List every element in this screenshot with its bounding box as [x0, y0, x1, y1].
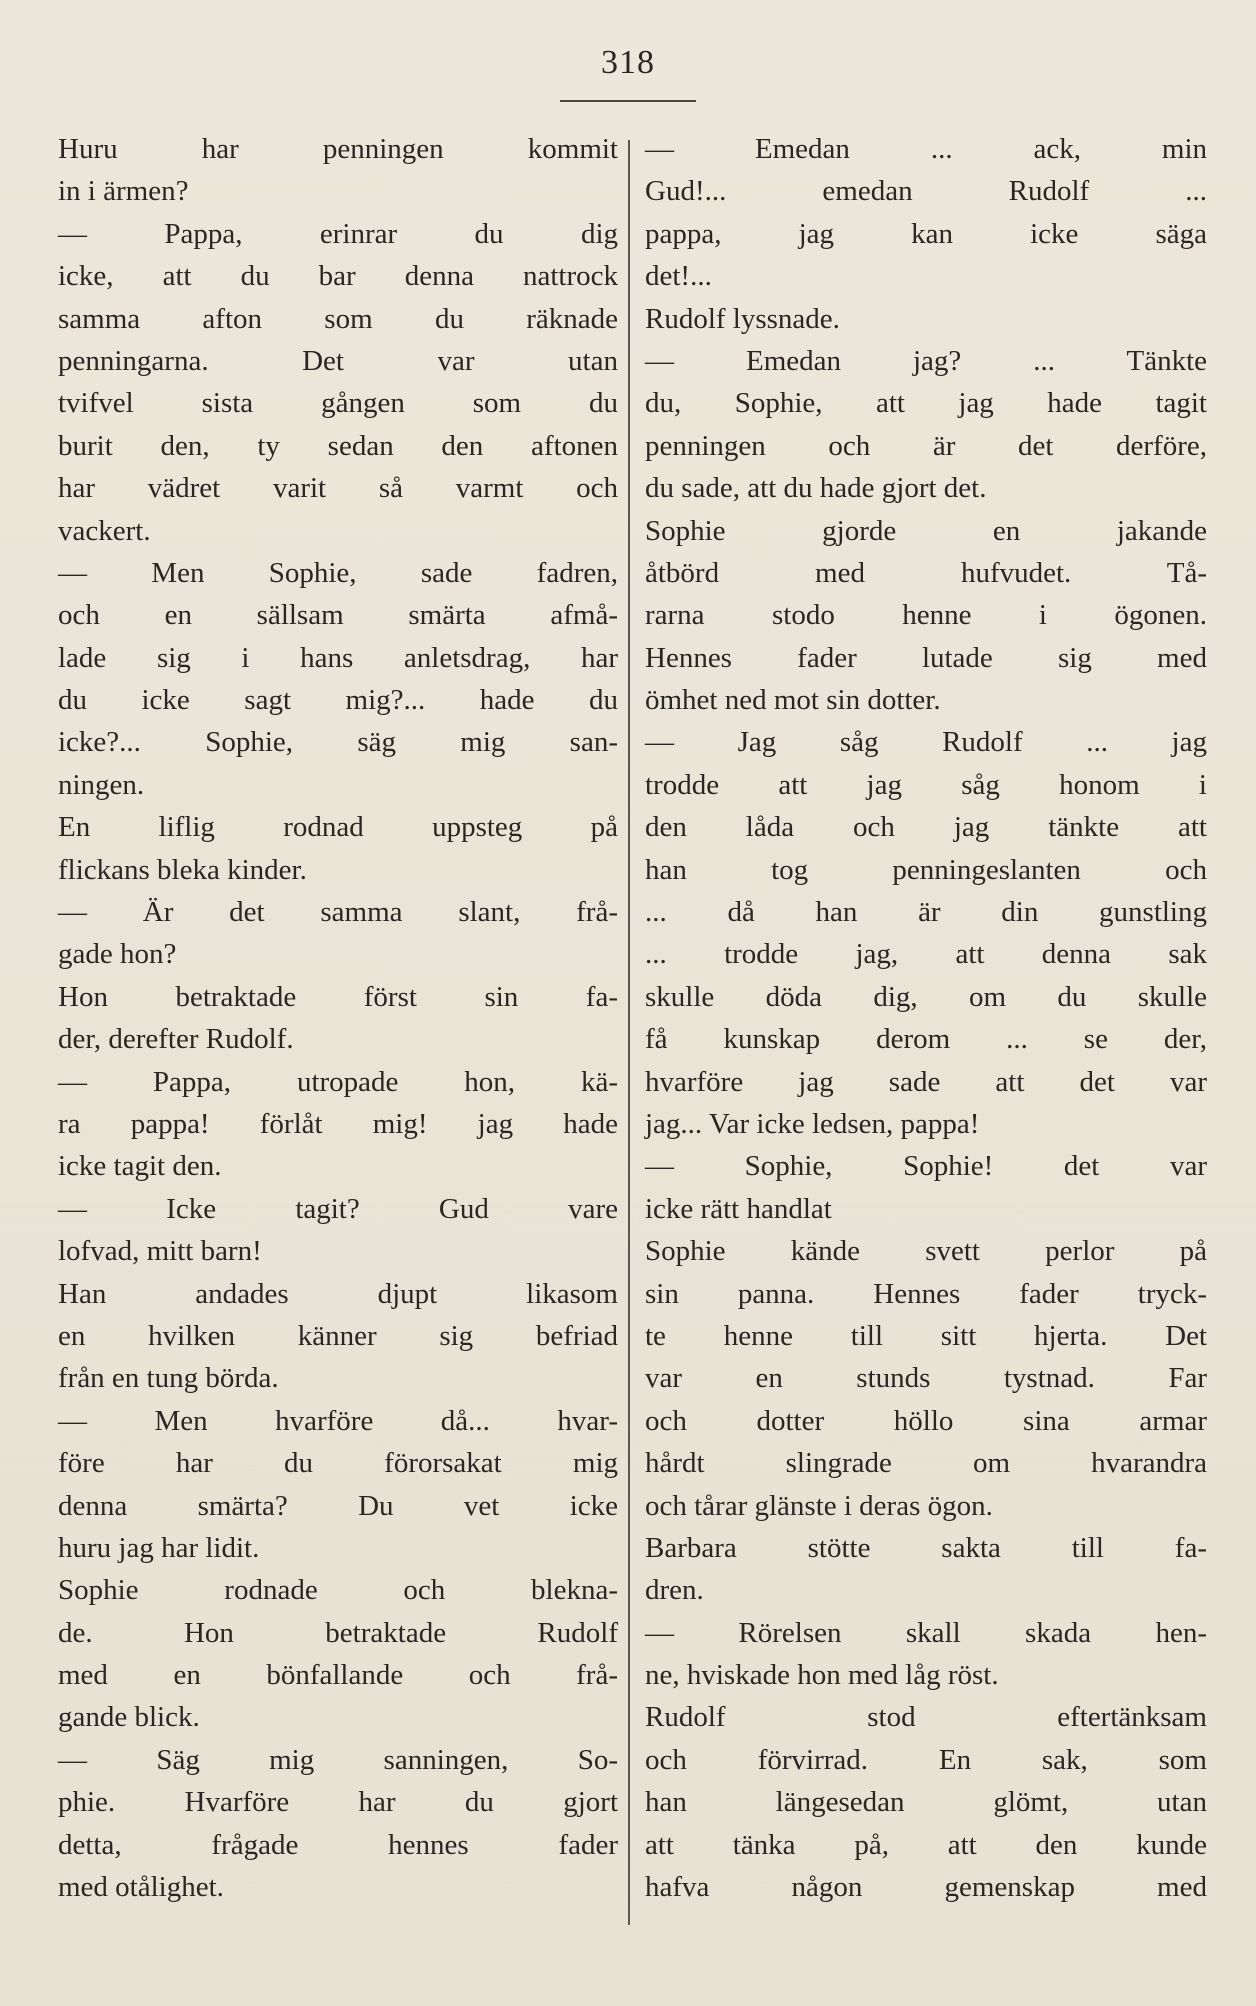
text-line: denna smärta? Du vet icke [58, 1489, 618, 1522]
text-line: icke?... Sophie, säg mig san- [58, 726, 618, 759]
text-line: icke tagit den. [58, 1150, 222, 1183]
text-line: Sophie kände svett perlor på [645, 1235, 1207, 1268]
text-line: har vädret varit så varmt och [58, 472, 618, 505]
text-line: tvifvel sista gången som du [58, 387, 618, 420]
text-line: ömhet ned mot sin dotter. [645, 684, 941, 717]
text-line: skulle döda dig, om du skulle [645, 980, 1207, 1013]
text-line: — Jag såg Rudolf ... jag [645, 726, 1207, 759]
text-line: Huru har penningen kommit [58, 133, 618, 165]
text-line: icke rätt handlat [645, 1192, 832, 1225]
text-line: ... trodde jag, att denna sak [645, 938, 1207, 971]
text-line: en hvilken känner sig befriad [58, 1319, 618, 1352]
text-line: du, Sophie, att jag hade tagit [645, 387, 1207, 420]
text-line: — Sophie, Sophie! det var [645, 1150, 1207, 1183]
right-text-column [645, 128, 1207, 1908]
left-text-column [58, 128, 618, 1908]
text-line: — Emedan ... ack, min [645, 133, 1207, 165]
text-line: Rudolf stod eftertänksam [645, 1701, 1207, 1734]
text-line: — Pappa, utropade hon, kä- [58, 1065, 618, 1098]
text-line: penningen och är det derföre, [645, 429, 1207, 462]
text-line: trodde att jag såg honom i [645, 768, 1207, 801]
text-line: in i ärmen? [58, 175, 189, 208]
text-line: den låda och jag tänkte att [645, 811, 1207, 844]
text-line: Sophie gjorde en jakande [645, 514, 1207, 547]
text-line: Han andades djupt likasom [58, 1277, 618, 1310]
text-line: — Är det samma slant, frå- [58, 896, 618, 929]
text-line: ningen. [58, 768, 145, 801]
text-line: hvarföre jag sade att det var [645, 1065, 1207, 1098]
text-line: och förvirrad. En sak, som [645, 1743, 1207, 1776]
text-line: åtbörd med hufvudet. Tå- [645, 556, 1207, 589]
text-line: detta, frågade hennes fader [58, 1828, 618, 1861]
text-line: de. Hon betraktade Rudolf [58, 1616, 618, 1649]
text-line: icke, att du bar denna nattrock [58, 260, 618, 293]
text-line: — Icke tagit? Gud vare [58, 1192, 618, 1225]
text-line: — Men hvarföre då... hvar- [58, 1404, 618, 1437]
text-line: phie. Hvarföre har du gjort [58, 1786, 618, 1819]
text-line: pappa, jag kan icke säga [645, 217, 1207, 250]
text-line: penningarna. Det var utan [58, 344, 618, 377]
text-line: Barbara stötte sakta till fa- [645, 1531, 1207, 1564]
text-line: och en sällsam smärta afmå- [58, 599, 618, 632]
text-line: Sophie rodnade och blekna- [58, 1574, 618, 1607]
text-line: samma afton som du räknade [58, 302, 618, 335]
text-line: — Emedan jag? ... Tänkte [645, 344, 1207, 377]
text-line: gade hon? [58, 938, 177, 971]
text-line: — Rörelsen skall skada hen- [645, 1616, 1207, 1649]
text-line: hårdt slingrade om hvarandra [645, 1447, 1207, 1480]
text-line: med otålighet. [58, 1871, 224, 1904]
column-divider [628, 140, 630, 1925]
text-line: — Pappa, erinrar du dig [58, 217, 618, 250]
text-line: att tänka på, att den kunde [645, 1828, 1207, 1861]
text-line: te henne till sitt hjerta. Det [645, 1319, 1207, 1352]
text-line: gande blick. [58, 1701, 200, 1734]
text-line: du sade, att du hade gjort det. [645, 472, 987, 505]
text-line: han tog penningeslanten och [645, 853, 1207, 886]
text-line: jag... Var icke ledsen, pappa! [645, 1107, 980, 1140]
text-line: du icke sagt mig?... hade du [58, 684, 618, 717]
text-line: burit den, ty sedan den aftonen [58, 429, 618, 462]
text-line: der, derefter Rudolf. [58, 1023, 294, 1056]
page-number-rule [560, 100, 696, 102]
text-line: det!... [645, 260, 712, 293]
text-line: ra pappa! förlåt mig! jag hade [58, 1107, 618, 1140]
page-number: 318 [601, 44, 655, 81]
text-line: Hon betraktade först sin fa- [58, 980, 618, 1013]
text-line: var en stunds tystnad. Far [645, 1362, 1207, 1395]
text-line: Gud!... emedan Rudolf ... [645, 175, 1207, 208]
text-line: sin panna. Hennes fader tryck- [645, 1277, 1207, 1310]
text-line: Rudolf lyssnade. [645, 302, 840, 335]
text-line: och dotter höllo sina armar [645, 1404, 1207, 1437]
text-line: Hennes fader lutade sig med [645, 641, 1207, 674]
text-line: vackert. [58, 514, 151, 547]
text-line: lade sig i hans anletsdrag, har [58, 641, 618, 674]
text-line: från en tung börda. [58, 1362, 279, 1395]
text-line: med en bönfallande och frå- [58, 1659, 618, 1692]
text-line: dren. [645, 1574, 704, 1607]
text-line: ... då han är din gunstling [645, 896, 1207, 929]
text-line: före har du förorsakat mig [58, 1447, 618, 1480]
text-line: huru jag har lidit. [58, 1531, 260, 1564]
text-line: — Säg mig sanningen, So- [58, 1743, 618, 1776]
text-line: En liflig rodnad uppsteg på [58, 811, 618, 844]
text-line: få kunskap derom ... se der, [645, 1023, 1207, 1056]
text-line: och tårar glänste i deras ögon. [645, 1489, 993, 1522]
text-line: ne, hviskade hon med låg röst. [645, 1659, 999, 1692]
text-line: hafva någon gemenskap med [645, 1871, 1207, 1904]
text-line: — Men Sophie, sade fadren, [58, 556, 618, 589]
text-line: flickans bleka kinder. [58, 853, 307, 886]
text-line: rarna stodo henne i ögonen. [645, 599, 1207, 632]
text-line: han längesedan glömt, utan [645, 1786, 1207, 1819]
text-line: lofvad, mitt barn! [58, 1235, 262, 1268]
